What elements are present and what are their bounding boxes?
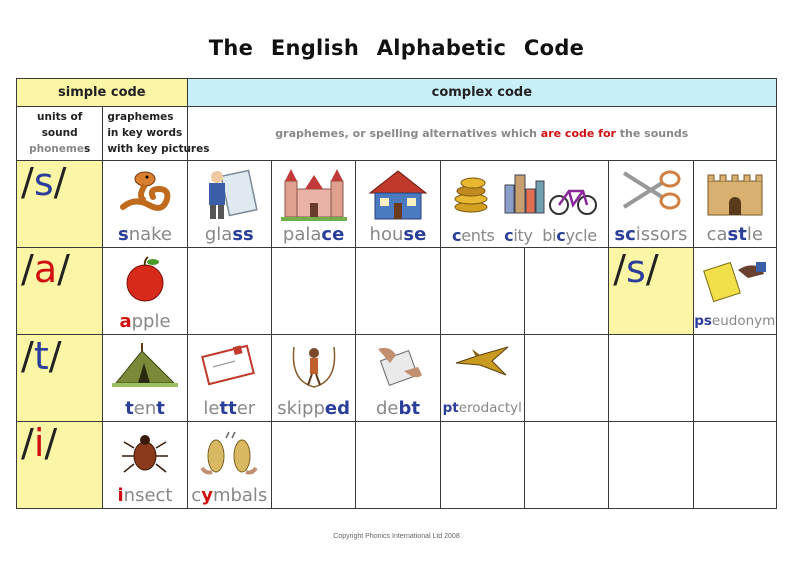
apple-icon <box>120 254 170 304</box>
keyword-cell-tent: tent <box>103 335 187 422</box>
keyword-cell-glass: glass <box>187 161 271 248</box>
keyword-cell-pseudonym: pseudonym <box>693 248 776 335</box>
keyword-cell-pterodactyl: pterodactyl <box>440 335 524 422</box>
keyword-cell-scissors: scissors <box>609 161 693 248</box>
coins-city-bicycle-icon <box>449 167 599 217</box>
snake-icon <box>115 167 175 215</box>
copyright-notice: Copyright Phonics International Ltd 2008 <box>333 533 460 540</box>
phoneme-repeat-cell-s: /s/ <box>609 248 693 335</box>
keyword-cell-palace: palace <box>271 161 355 248</box>
keyword-cell-castle: castle <box>693 161 776 248</box>
palace-icon <box>281 167 347 221</box>
alphabetic-code-table <box>16 78 777 509</box>
phoneme-cell-t: /t/ <box>17 335 103 422</box>
keyword-cell-cymbals: cymbals <box>187 422 271 509</box>
empty-cell <box>609 335 693 422</box>
cymbals-icon <box>198 428 260 478</box>
simple-code-header: simple code <box>17 79 188 107</box>
empty-cell <box>356 248 440 335</box>
phoneme-cell-s: /s/ <box>17 161 103 248</box>
empty-cell <box>440 422 524 509</box>
page-title: The English Alphabetic Code <box>208 36 585 60</box>
keyword-cell-house: house <box>356 161 440 248</box>
insect-icon <box>120 428 170 478</box>
empty-cell <box>356 422 440 509</box>
empty-cell <box>187 248 271 335</box>
pterodactyl-icon <box>452 341 512 381</box>
skipping-icon <box>286 341 342 391</box>
empty-cell <box>693 422 776 509</box>
keyword-cell-snake: snake <box>103 161 187 248</box>
empty-cell <box>609 422 693 509</box>
keyword-cell-letter: letter <box>187 335 271 422</box>
house-icon <box>366 167 430 221</box>
debt-icon <box>370 341 426 387</box>
complex-code-description: graphemes, or spelling alternatives which are code for the sounds <box>187 107 776 161</box>
empty-cell <box>440 248 524 335</box>
phoneme-cell-a: /a/ <box>17 248 103 335</box>
tent-icon <box>112 341 178 389</box>
empty-cell <box>524 422 608 509</box>
keyword-cell-cents-city-bicycle: cents city bicycle <box>440 161 609 248</box>
letter-icon <box>199 341 259 387</box>
glass-icon <box>199 167 259 223</box>
complex-code-header: complex code <box>187 79 776 107</box>
book-icon <box>702 254 768 302</box>
phoneme-cell-i: /i/ <box>17 422 103 509</box>
empty-cell <box>524 248 608 335</box>
empty-cell <box>693 335 776 422</box>
castle-icon <box>702 167 768 217</box>
empty-cell <box>271 422 355 509</box>
scissors-icon <box>618 167 684 213</box>
empty-cell <box>524 335 608 422</box>
keyword-cell-debt: debt <box>356 335 440 422</box>
keyword-cell-skipped: skipped <box>271 335 355 422</box>
keyword-cell-insect: insect <box>103 422 187 509</box>
graphemes-header: graphemes in key words with key pictures <box>103 107 187 161</box>
units-of-sound-header: units of sound phonemes <box>17 107 103 161</box>
keyword-cell-apple: apple <box>103 248 187 335</box>
empty-cell <box>271 248 355 335</box>
